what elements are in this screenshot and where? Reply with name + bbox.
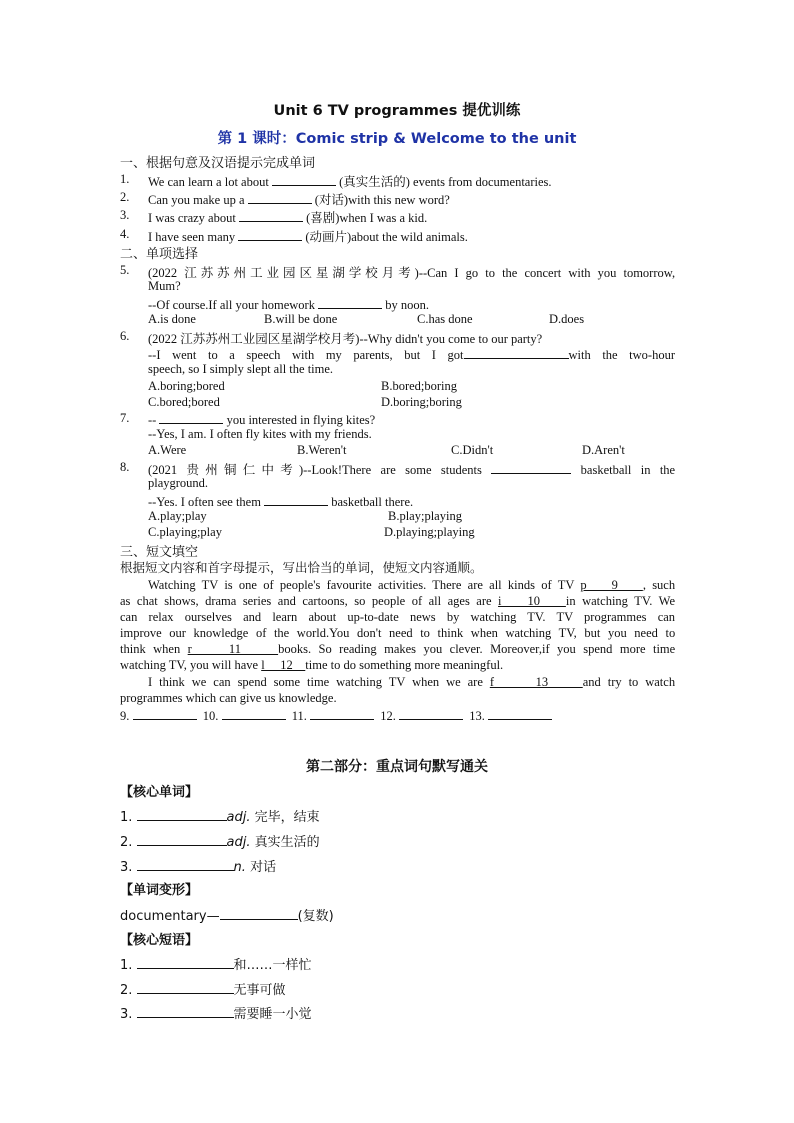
q6-line1: (2022 江苏苏州工业园区星湖学校月考)--Why didn't you come to our party? (148, 332, 543, 346)
q8-line1: (2021 贵州铜仁中考)--Look!There are some students basketball in the (148, 463, 676, 477)
answer-12[interactable] (399, 707, 463, 720)
word-change-blank[interactable] (220, 907, 298, 920)
q7-line2: --Yes, I am. I often fly kites with my friends. (148, 427, 372, 441)
core-word-1-blank[interactable] (137, 808, 227, 821)
core-word-3: 3. n. 对话 (120, 860, 277, 875)
sec1-item-2-blank[interactable] (248, 191, 312, 204)
page-title: Unit 6 TV programmes 提优训练 (273, 103, 521, 119)
passage-line-2: as chat shows, drama series and cartoons, so people of all ages are i 10 in watching TV. We (120, 594, 676, 608)
q5-option-b[interactable]: B.will be done (264, 312, 338, 326)
sec1-item-number: 2. (120, 190, 130, 204)
q6-option-a[interactable]: A.boring;bored (148, 379, 225, 393)
phrases-heading: 【核心短语】 (120, 933, 199, 948)
sec1-item-1-blank[interactable] (272, 173, 336, 186)
q5-number: 5. (120, 263, 130, 277)
word-change-heading: 【单词变形】 (120, 883, 199, 898)
blank-11[interactable]: r 11 (187, 642, 279, 656)
answer-13[interactable] (488, 707, 552, 720)
q7-number: 7. (120, 411, 130, 425)
section-2-heading: 二、单项选择 (120, 247, 199, 262)
sec1-item-1: We can learn a lot about (真实生活的) events from documentaries. (148, 175, 552, 189)
q8-option-b[interactable]: B.play;playing (388, 509, 462, 523)
q8-line3: --Yes. I often see them basketball there. (148, 495, 414, 509)
q5-line1: (2022 江苏苏州工业园区星湖学校月考)--Can I go to the concert with you tomorrow, (148, 266, 676, 280)
q6-option-c[interactable]: C.bored;bored (148, 395, 220, 409)
lesson-subtitle: 第 1 课时：Comic strip & Welcome to the unit (217, 131, 577, 147)
q5-line3: --Of course.If all your homework by noon. (148, 298, 429, 312)
phrase-2: 2. 无事可做 (120, 983, 286, 998)
phrase-1-blank[interactable] (137, 956, 234, 969)
q7-blank[interactable] (159, 411, 223, 424)
q8-option-c[interactable]: C.playing;play (148, 525, 222, 539)
q7-option-a[interactable]: A.Were (148, 443, 187, 457)
answer-11[interactable] (310, 707, 374, 720)
phrase-2-blank[interactable] (137, 981, 234, 994)
q8-option-a[interactable]: A.play;play (148, 509, 207, 523)
blank-9[interactable]: p 9 (580, 578, 643, 592)
part2-title: 第二部分：重点词句默写通关 (306, 759, 488, 775)
core-word-3-blank[interactable] (137, 858, 234, 871)
passage-p2-line-2: programmes which can give us knowledge. (120, 691, 337, 705)
q5-line2: Mum? (148, 279, 181, 293)
blank-10[interactable]: i 10 (498, 594, 566, 608)
phrase-1: 1. 和……一样忙 (120, 958, 312, 973)
core-word-1: 1. adj. 完毕，结束 (120, 810, 320, 825)
q5-option-d[interactable]: D.does (549, 312, 585, 326)
passage-p2-line-1: I think we can spend some time watching TV when we are f 13 and try to watch (148, 675, 676, 689)
sec1-item-number: 1. (120, 172, 130, 186)
sec1-item-4: I have seen many (动画片)about the wild animals. (148, 230, 468, 244)
core-word-2-blank[interactable] (137, 833, 227, 846)
phrase-3: 3. 需要睡一小觉 (120, 1007, 312, 1022)
q7-option-d[interactable]: D.Aren't (582, 443, 625, 457)
section-1-heading: 一、根据句意及汉语提示完成单词 (120, 156, 316, 171)
q8-number: 8. (120, 460, 130, 474)
core-words-heading: 【核心单词】 (120, 785, 199, 800)
word-change-item: documentary— (复数) (120, 909, 334, 924)
phrase-3-blank[interactable] (137, 1005, 234, 1018)
sec1-item-2: Can you make up a (对话)with this new word? (148, 193, 450, 207)
q8-blank-1[interactable] (491, 461, 571, 474)
passage-line-4: improve our knowledge of the world.You don't need to think when watching TV, but you need to (120, 626, 676, 640)
q8-option-d[interactable]: D.playing;playing (384, 525, 475, 539)
passage-line-6: watching TV, you will have l 12 time to do something more meaningful. (120, 658, 504, 672)
blank-12[interactable]: l 12 (261, 658, 306, 672)
q6-line2: --I went to a speech with my parents, but I got with the two-hour (148, 348, 675, 362)
q8-line2: playground. (148, 476, 209, 490)
q7-option-b[interactable]: B.Weren't (297, 443, 347, 457)
sec1-item-number: 4. (120, 227, 130, 241)
sec1-item-number: 3. (120, 208, 130, 222)
q6-option-b[interactable]: B.bored;boring (381, 379, 458, 393)
q5-option-c[interactable]: C.has done (417, 312, 473, 326)
q6-option-d[interactable]: D.boring;boring (381, 395, 462, 409)
answer-line: 9. 10. 11. 12. 13. (120, 707, 552, 724)
section-3-instruction: 根据短文内容和首字母提示，写出恰当的单词，使短文内容通顺。 (120, 560, 483, 575)
q6-line3: speech, so I simply slept all the time. (148, 362, 334, 376)
q6-number: 6. (120, 329, 130, 343)
core-word-2: 2. adj. 真实生活的 (120, 835, 320, 850)
answer-10[interactable] (222, 707, 286, 720)
blank-13[interactable]: f 13 (489, 675, 583, 689)
passage-line-5: think when r 11 books. So reading makes you clever. Moreover,if you spend more time (120, 642, 676, 656)
q5-blank[interactable] (318, 296, 382, 309)
q7-option-c[interactable]: C.Didn't (451, 443, 494, 457)
q5-option-a[interactable]: A.is done (148, 312, 196, 326)
q8-blank-2[interactable] (264, 493, 328, 506)
answer-9[interactable] (133, 707, 197, 720)
q6-blank[interactable] (464, 346, 569, 359)
q7-line1: -- you interested in flying kites? (148, 413, 376, 427)
passage-line-1: Watching TV is one of people's favourite activities. There are all kinds of TV p 9 , such (148, 578, 676, 592)
sec1-item-4-blank[interactable] (238, 228, 302, 241)
sec1-item-3-blank[interactable] (239, 209, 303, 222)
passage-line-3: can relax ourselves and learn about up-to-date news by watching TV. TV programmes can (120, 610, 676, 624)
sec1-item-3: I was crazy about (喜剧)when I was a kid. (148, 211, 428, 225)
section-3-heading: 三、短文填空 (120, 545, 199, 560)
